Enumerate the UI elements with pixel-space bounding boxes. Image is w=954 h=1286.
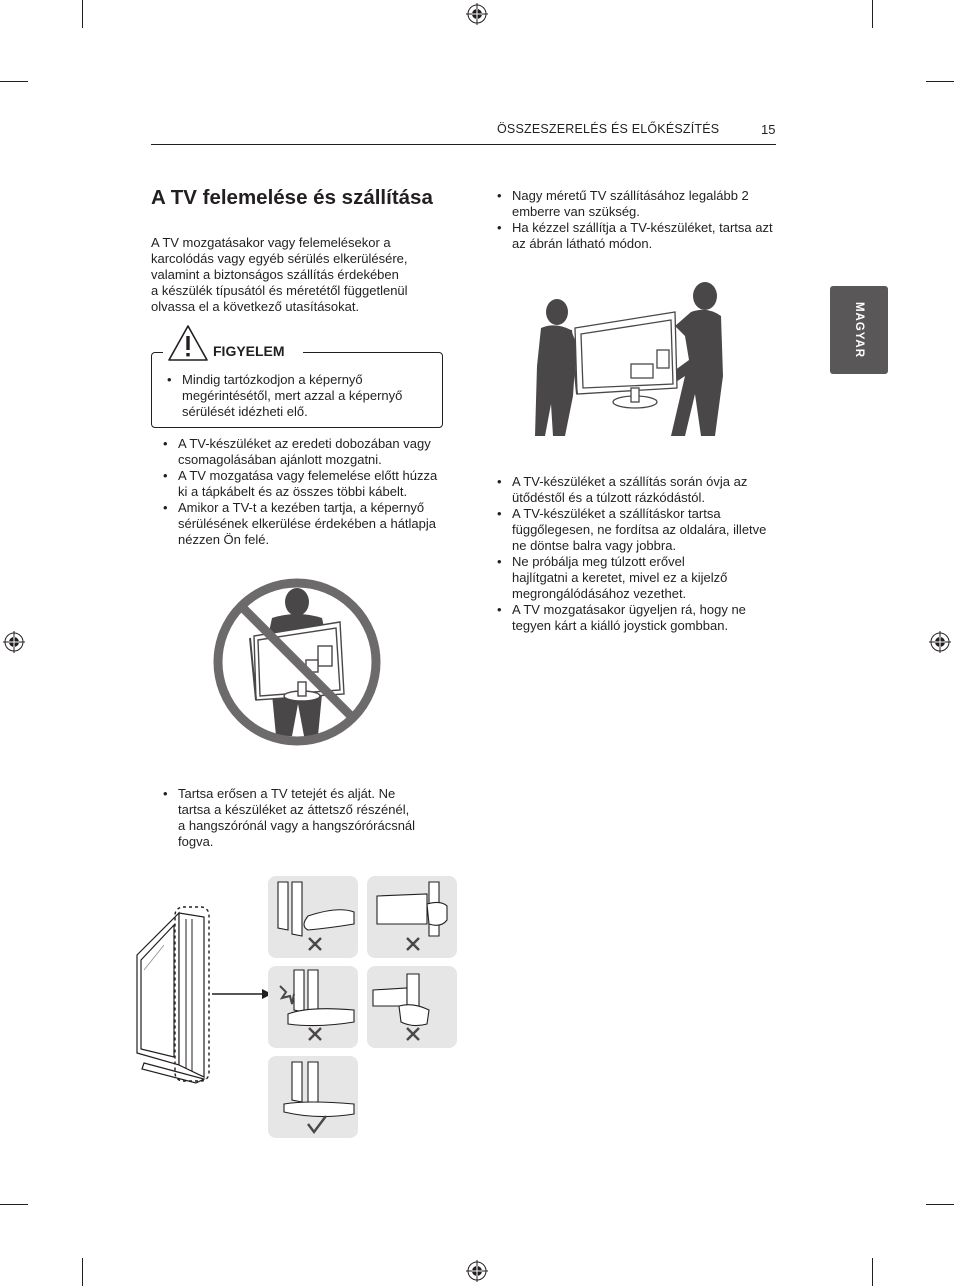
prohibited-carry-illustration bbox=[210, 576, 384, 748]
crop-mark bbox=[872, 0, 873, 28]
page-title: A TV felemelése és szállítása bbox=[151, 186, 433, 209]
two-person-carry-illustration bbox=[535, 276, 727, 440]
right-bullet-list-2 bbox=[497, 474, 787, 634]
grip-panel-wrong-4 bbox=[367, 966, 457, 1048]
list-item: • Ha kézzel szállítja a TV-készüléket, tartsa azt az ábrán látható módon. bbox=[497, 220, 787, 252]
section-header: ÖSSZESZERELÉS ÉS ELŐKÉSZÍTÉS bbox=[497, 122, 720, 136]
page-number: 15 bbox=[761, 122, 776, 137]
tv-side-view-illustration bbox=[134, 905, 274, 1087]
crop-mark bbox=[0, 1204, 28, 1205]
list-item: • Tartsa erősen a TV tetejét és alját. Ne tartsa a készüléket az áttetsző részénél, a hangszórónál vagy a hangszórórácsnál fogva. bbox=[163, 786, 453, 850]
grip-panel-correct bbox=[268, 1056, 358, 1138]
left-bullet-list-2 bbox=[163, 786, 453, 850]
grip-panel-wrong-2 bbox=[367, 876, 457, 958]
warning-triangle-icon bbox=[167, 324, 209, 362]
crop-mark bbox=[82, 0, 83, 28]
caution-list bbox=[167, 372, 437, 420]
grip-panel-wrong-3 bbox=[268, 966, 358, 1048]
crop-mark bbox=[872, 1258, 873, 1286]
list-item: • Amikor a TV-t a kezében tartja, a képernyő sérülésének elkerülése érdekében a hátlapja nézzen Ön felé. bbox=[163, 500, 453, 548]
left-bullet-list bbox=[163, 436, 453, 548]
right-bullet-list bbox=[497, 188, 787, 252]
list-item: • A TV-készüléket a szállításkor tartsa függőlegesen, ne fordítsa az oldalára, illetve ne döntse balra vagy jobbra. bbox=[497, 506, 787, 554]
registration-mark-icon bbox=[929, 631, 951, 653]
list-item: • A TV mozgatása vagy felemelése előtt húzza ki a tápkábelt és az összes többi kábelt. bbox=[163, 468, 453, 500]
language-tab bbox=[830, 286, 888, 374]
caution-label: FIGYELEM bbox=[213, 343, 285, 359]
list-item: • Ne próbálja meg túlzott erővel hajlítgatni a keretet, mivel ez a kijelző megrongálódásához vezethet. bbox=[497, 554, 787, 602]
list-item: • A TV mozgatásakor ügyeljen rá, hogy ne tegyen kárt a kiálló joystick gombban. bbox=[497, 602, 787, 634]
list-item: • A TV-készüléket az eredeti dobozában vagy csomagolásában ajánlott mozgatni. bbox=[163, 436, 453, 468]
list-item: • A TV-készüléket a szállítás során óvja az ütődéstől és a túlzott rázkódástól. bbox=[497, 474, 787, 506]
registration-mark-icon bbox=[466, 3, 488, 25]
list-item: • Nagy méretű TV szállításához legalább 2 emberre van szükség. bbox=[497, 188, 787, 220]
crop-mark bbox=[0, 81, 28, 82]
registration-mark-icon bbox=[466, 1260, 488, 1282]
header-rule bbox=[151, 144, 776, 145]
grip-panel-wrong-1 bbox=[268, 876, 358, 958]
registration-mark-icon bbox=[3, 631, 25, 653]
crop-mark bbox=[82, 1258, 83, 1286]
caution-item: • Mindig tartózkodjon a képernyő megérintésétől, mert azzal a képernyő sérülését idézheti elő. bbox=[167, 372, 437, 420]
crop-mark bbox=[926, 81, 954, 82]
intro-paragraph: A TV mozgatásakor vagy felemelésekor a karcolódás vagy egyéb sérülés elkerülésére, valamint a biztonságos szállítás érdekében a készülék típusától és méretétől függetlenül olvassa el a következő utasításokat. bbox=[151, 235, 408, 314]
language-tab-label: MAGYAR bbox=[853, 301, 865, 359]
crop-mark bbox=[926, 1204, 954, 1205]
